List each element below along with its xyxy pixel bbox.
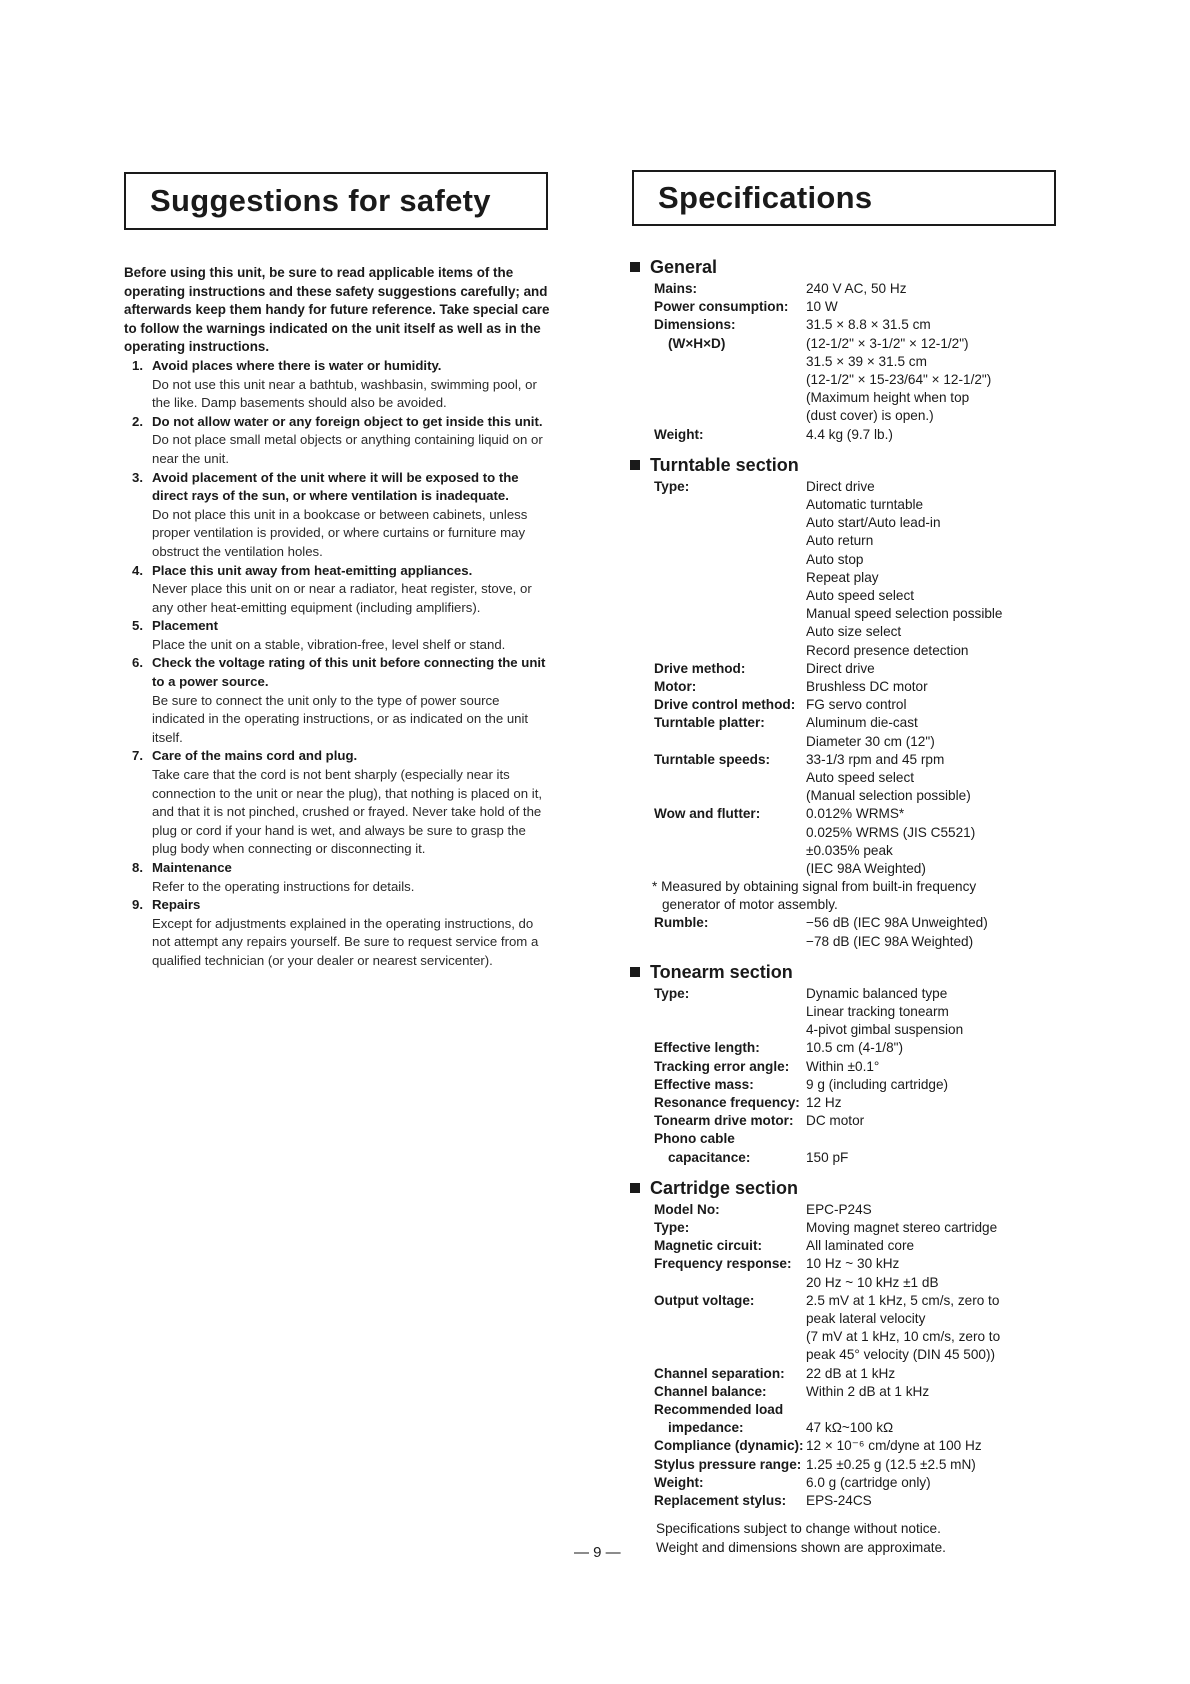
measurement-note: * Measured by obtaining signal from built-in frequency generator of motor assembly. bbox=[652, 879, 977, 913]
spec-row: Channel balance: Within 2 dB at 1 kHz bbox=[654, 1383, 930, 1399]
tonearm-section bbox=[632, 961, 1072, 1167]
spec-row: Model No: EPC-P24S bbox=[654, 1201, 872, 1217]
bullet-square-icon bbox=[630, 262, 640, 272]
spec-row: Rumble: −56 dB (IEC 98A Unweighted) −78 dB (IEC 98A Weighted) bbox=[654, 915, 988, 949]
spec-row: Phono cable capacitance: 150 pF bbox=[654, 1131, 849, 1165]
bullet-square-icon bbox=[630, 460, 640, 470]
spec-row: Replacement stylus: EPS-24CS bbox=[654, 1492, 872, 1508]
bullet-square-icon bbox=[630, 1183, 640, 1193]
safety-item: 5. Placement Place the unit on a stable, vibration-free, level shelf or stand. bbox=[132, 618, 506, 652]
spec-row: Drive method: Direct drive bbox=[654, 660, 875, 676]
safety-item: 9. Repairs Except for adjustments explained in the operating instructions, do not attempt any repairs yourself. Be sure to request service from a qualified technician (or your dealer or nearest servicenter). bbox=[132, 897, 539, 968]
safety-item: 4. Place this unit away from heat-emitting appliances. Never place this unit on or near a radiator, heat register, stove, or any other heat-emitting equipment (including amplifiers). bbox=[132, 562, 532, 615]
spec-row: Turntable platter: Aluminum die-cast Diameter 30 cm (12") bbox=[654, 715, 935, 749]
spec-row: Type: Dynamic balanced type Linear tracking tonearm 4-pivot gimbal suspension bbox=[654, 985, 964, 1038]
spec-row: Stylus pressure range: 1.25 ±0.25 g (12.5 ±2.5 mN) bbox=[654, 1456, 976, 1472]
page-number: — 9 — bbox=[574, 1544, 621, 1561]
safety-list bbox=[124, 357, 550, 971]
tonearm-heading: Tonearm section bbox=[630, 961, 1072, 983]
safety-item: 3. Avoid placement of the unit where it will be exposed to the direct rays of the sun, or where ventilation is inadequate. Do not place this unit in a bookcase or between cabinets, unless proper ventilation is provided, or where curtains or furniture may obstruct the ventilation holes. bbox=[132, 469, 528, 559]
spec-row: Weight: 4.4 kg (9.7 lb.) bbox=[654, 426, 893, 442]
bullet-square-icon bbox=[630, 967, 640, 977]
cartridge-heading: Cartridge section bbox=[630, 1177, 1072, 1199]
spec-row: Output voltage: 2.5 mV at 1 kHz, 5 cm/s, zero to peak lateral velocity (7 mV at 1 kHz, 10 cm/s, zero to peak 45° velocity (DIN 45 500)) bbox=[654, 1292, 1001, 1363]
spec-row: Weight: 6.0 g (cartridge only) bbox=[654, 1474, 931, 1490]
general-heading: General bbox=[630, 256, 1072, 278]
spec-row: Tonearm drive motor: DC motor bbox=[654, 1113, 865, 1129]
general-section bbox=[632, 256, 1072, 444]
spec-row: Mains: 240 V AC, 50 Hz bbox=[654, 281, 907, 296]
spec-row: Power consumption: 10 W bbox=[654, 299, 838, 315]
spec-row: Wow and flutter: 0.012% WRMS* 0.025% WRMS (JIS C5521) ±0.035% peak (IEC 98A Weighted) bbox=[654, 806, 976, 877]
spec-row: Frequency response: 10 Hz ~ 30 kHz 20 Hz ~ 10 kHz ±1 dB bbox=[654, 1256, 939, 1290]
spec-row: Type: Direct drive Automatic turntable Auto start/Auto lead-in Auto return Auto stop Repeat play Auto speed select Manual speed selection possible Auto size select Record presence detection bbox=[654, 478, 1003, 658]
spec-row: Magnetic circuit: All laminated core bbox=[654, 1238, 915, 1254]
spec-row: Compliance (dynamic): 12 × 10⁻⁶ cm/dyne at 100 Hz bbox=[654, 1438, 982, 1454]
safety-item: 6. Check the voltage rating of this unit before connecting the unit to a power source. Be sure to connect the unit only to the type of power source indicated in the operating instructions, or as indicated on the unit itself. bbox=[132, 655, 546, 745]
spec-row: Tracking error angle: Within ±0.1° bbox=[654, 1058, 880, 1074]
spec-row: Drive control method: FG servo control bbox=[654, 697, 907, 713]
spec-row: Dimensions: (W×H×D) 31.5 × 8.8 × 31.5 cm (12-1/2" × 3-1/2" × 12-1/2") 31.5 × 39 × 31.5 cm (12-1/2" × 15-23/64" × 12-1/2") (Maximum height when top (dust cover) is open.) bbox=[654, 317, 992, 424]
spec-footnote: Specifications subject to change without notice. Weight and dimensions shown are approximate. bbox=[656, 1521, 946, 1555]
spec-row: Resonance frequency: 12 Hz bbox=[654, 1094, 842, 1110]
spec-row: Turntable speeds: 33-1/3 rpm and 45 rpm Auto speed select (Manual selection possible) bbox=[654, 751, 971, 804]
safety-item: 1. Avoid places where there is water or humidity. Do not use this unit near a bathtub, washbasin, swimming pool, or the like. Damp basements should also be avoided. bbox=[132, 357, 537, 411]
turntable-section bbox=[632, 454, 1072, 951]
safety-column bbox=[124, 172, 550, 971]
spec-row: Type: Moving magnet stereo cartridge bbox=[654, 1219, 998, 1235]
safety-intro: Before using this unit, be sure to read applicable items of the operating instructions and these safety suggestions carefully; and afterwards keep them handy for future reference. Take special care to follow the warnings indicated on the unit itself as well as in the operating instructions. bbox=[124, 265, 550, 355]
safety-item: 8. Maintenance Refer to the operating instructions for details. bbox=[132, 860, 415, 894]
turntable-heading: Turntable section bbox=[630, 454, 1072, 476]
specifications-title: Specifications bbox=[632, 170, 1056, 226]
spec-row: Effective length: 10.5 cm (4-1/8") bbox=[654, 1040, 903, 1056]
safety-item: 7. Care of the mains cord and plug. Take care that the cord is not bent sharply (especially near its connection to the unit or near the plug), that nothing is placed on it, and that it is not pinched, crushed or frayed. Never take hold of the plug or cord if your hand is wet, and always be sure to grasp the plug body when connecting or disconnecting it. bbox=[132, 748, 543, 857]
spec-row: Motor: Brushless DC motor bbox=[654, 679, 928, 695]
safety-item: 2. Do not allow water or any foreign object to get inside this unit. Do not place small metal objects or anything containing liquid on or near the unit. bbox=[132, 413, 543, 466]
safety-title: Suggestions for safety bbox=[124, 172, 548, 230]
cartridge-section bbox=[632, 1177, 1072, 1510]
spec-row: Channel separation: 22 dB at 1 kHz bbox=[654, 1365, 896, 1381]
spec-row: Recommended load impedance: 47 kΩ~100 kΩ bbox=[654, 1401, 894, 1436]
specifications-column bbox=[632, 170, 1072, 1557]
spec-row: Effective mass: 9 g (including cartridge) bbox=[654, 1076, 949, 1092]
